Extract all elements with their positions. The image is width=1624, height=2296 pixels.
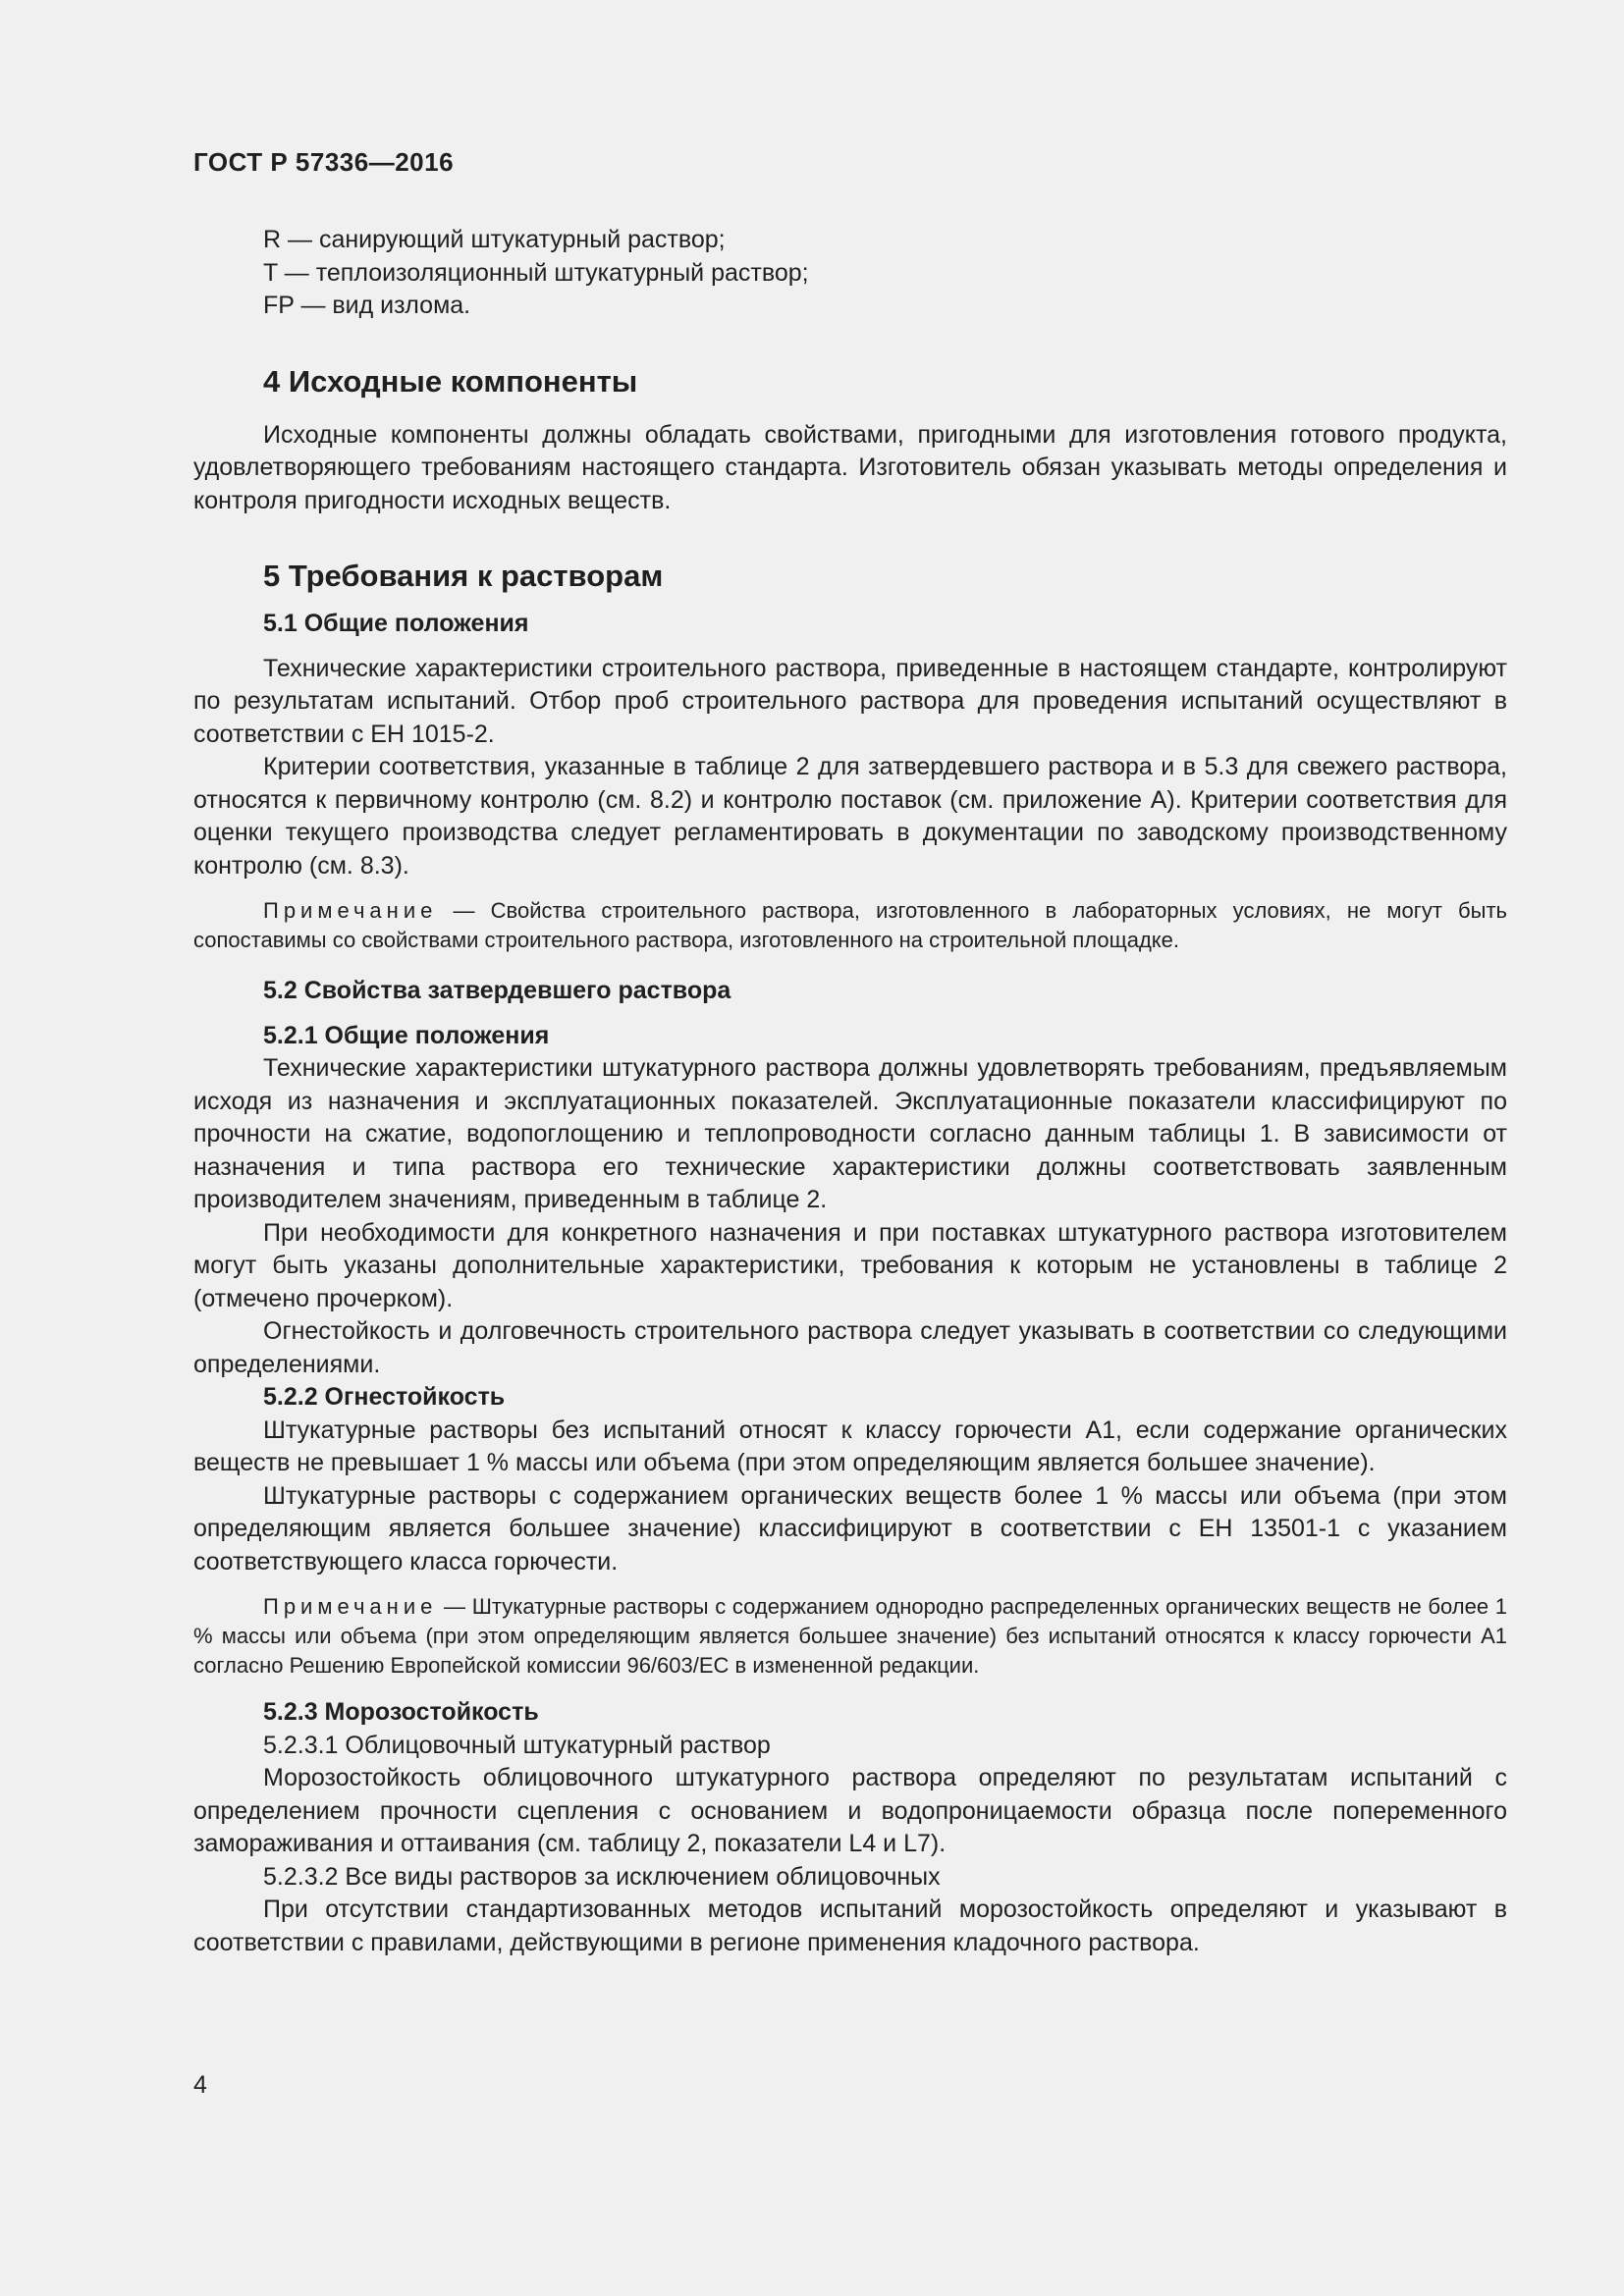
section-5-1-paragraph-2: Критерии соответствия, указанные в таблице 2 для затвердевшего раствора и в 5.3 для свежего раствора, относятся к первичному контролю (см. 8.2) и контролю поставок (см. приложение А). Критерии соответствия для оценки текущего производства следует регламентировать в документации по заводскому производственному контролю (см. 8.3). <box>193 753 1507 880</box>
section-4-paragraph: Исходные компоненты должны обладать свойствами, пригодными для изготовления готового продукта, удовлетворяющего требованиям настоящего стандарта. Изготовитель обязан указывать методы определения и контроля пригодности исходных веществ. <box>193 420 1507 514</box>
definition-fp: FP — вид излома. <box>263 292 471 319</box>
section-4-title: 4 Исходные компоненты <box>263 363 638 399</box>
section-5-2-2-paragraph-2: Штукатурные растворы с содержанием органических веществ более 1 % массы или объема (при этом определяющим является большее значение) классифицируют в соответствии с ЕН 13501-1 с указанием соответствующего класса горючести. <box>193 1481 1507 1575</box>
section-5-2-1-paragraph-3: Огнестойкость и долговечность строительного раствора следует указывать в соответствии со следующими определениями. <box>193 1317 1507 1378</box>
section-5-2-2-note <box>193 1592 1507 1681</box>
section-5-2-3-2-paragraph: При отсутствии стандартизованных методов испытаний морозостойкость определяют и указывают в соответствии с правилами, действующими в регионе применения кладочного раствора. <box>193 1896 1507 1956</box>
section-5-title: 5 Требования к растворам <box>263 559 664 593</box>
document-header: ГОСТ Р 57336—2016 <box>193 147 455 177</box>
section-5-2-title: 5.2 Свойства затвердевшего раствора <box>263 977 731 1004</box>
section-5-1-note <box>193 896 1507 955</box>
section-5-2-1-title: 5.2.1 Общие положения <box>263 1021 550 1049</box>
section-5-2-3-1-paragraph: Морозостойкость облицовочного штукатурного раствора определяют по результатам испытаний с определением прочности сцепления с основанием и водопроницаемости образца после попеременного замораживания и оттаивания (см. таблицу 2, показатели L4 и L7). <box>193 1764 1507 1857</box>
section-5-2-1-paragraph-2: При необходимости для конкретного назначения и при поставках штукатурного раствора изготовителем могут быть указаны дополнительные характеристики, требования к которым не установлены в таблице 2 (отмечено прочерком). <box>193 1218 1507 1312</box>
section-5-2-3-1-title: 5.2.3.1 Облицовочный штукатурный раствор <box>263 1731 771 1759</box>
definition-t: T — теплоизоляционный штукатурный раствор; <box>263 258 809 287</box>
page-number: 4 <box>193 2071 207 2099</box>
definitions-list <box>193 224 1507 323</box>
note-label: Примечание <box>263 1594 438 1619</box>
section-5-1-title: 5.1 Общие положения <box>263 610 529 637</box>
note-text: — Свойства строительного раствора, изготовленного в лабораторных условиях, не могут быть сопоставимы со свойствами строительного раствора, изготовленного на строительной площадке. <box>193 898 1507 952</box>
section-5-1-paragraph-1: Технические характеристики строительного раствора, приведенные в настоящем стандарте, контролируют по результатам испытаний. Отбор проб строительного раствора для проведения испытаний осуществляют в соответствии с ЕН 1015-2. <box>193 654 1507 748</box>
section-5-2-3-title: 5.2.3 Морозостойкость <box>263 1698 539 1726</box>
note-text: — Штукатурные растворы с содержанием однородно распределенных органических веществ не более 1 % массы или объема (при этом определяющим является большее значение) без испытаний относятся к классу горючести А1 согласно Решению Европейской комиссии 96/603/ЕС в измененной редакции. <box>193 1594 1507 1678</box>
section-5-2-3-2-title: 5.2.3.2 Все виды растворов за исключением облицовочных <box>263 1862 941 1891</box>
section-5-2-1-paragraph-1: Технические характеристики штукатурного раствора должны удовлетворять требованиям, предъявляемым исходя из назначения и эксплуатационных показателей. Эксплуатационные показатели классифицируют по прочности на сжатие, водопоглощению и теплопроводности согласно данным таблицы 1. В зависимости от назначения и типа раствора его технические характеристики должны соответствовать заявленным производителем значениям, приведенным в таблице 2. <box>193 1054 1507 1213</box>
section-5-2-2-paragraph-1: Штукатурные растворы без испытаний относят к классу горючести А1, если содержание органических веществ не превышает 1 % массы или объема (при этом определяющим является большее значение). <box>193 1415 1507 1476</box>
definition-r: R — санирующий штукатурный раствор; <box>263 226 726 253</box>
section-5-2-2-title: 5.2.2 Огнестойкость <box>263 1383 506 1411</box>
note-label: Примечание <box>263 898 438 923</box>
page-content <box>193 224 1507 1959</box>
